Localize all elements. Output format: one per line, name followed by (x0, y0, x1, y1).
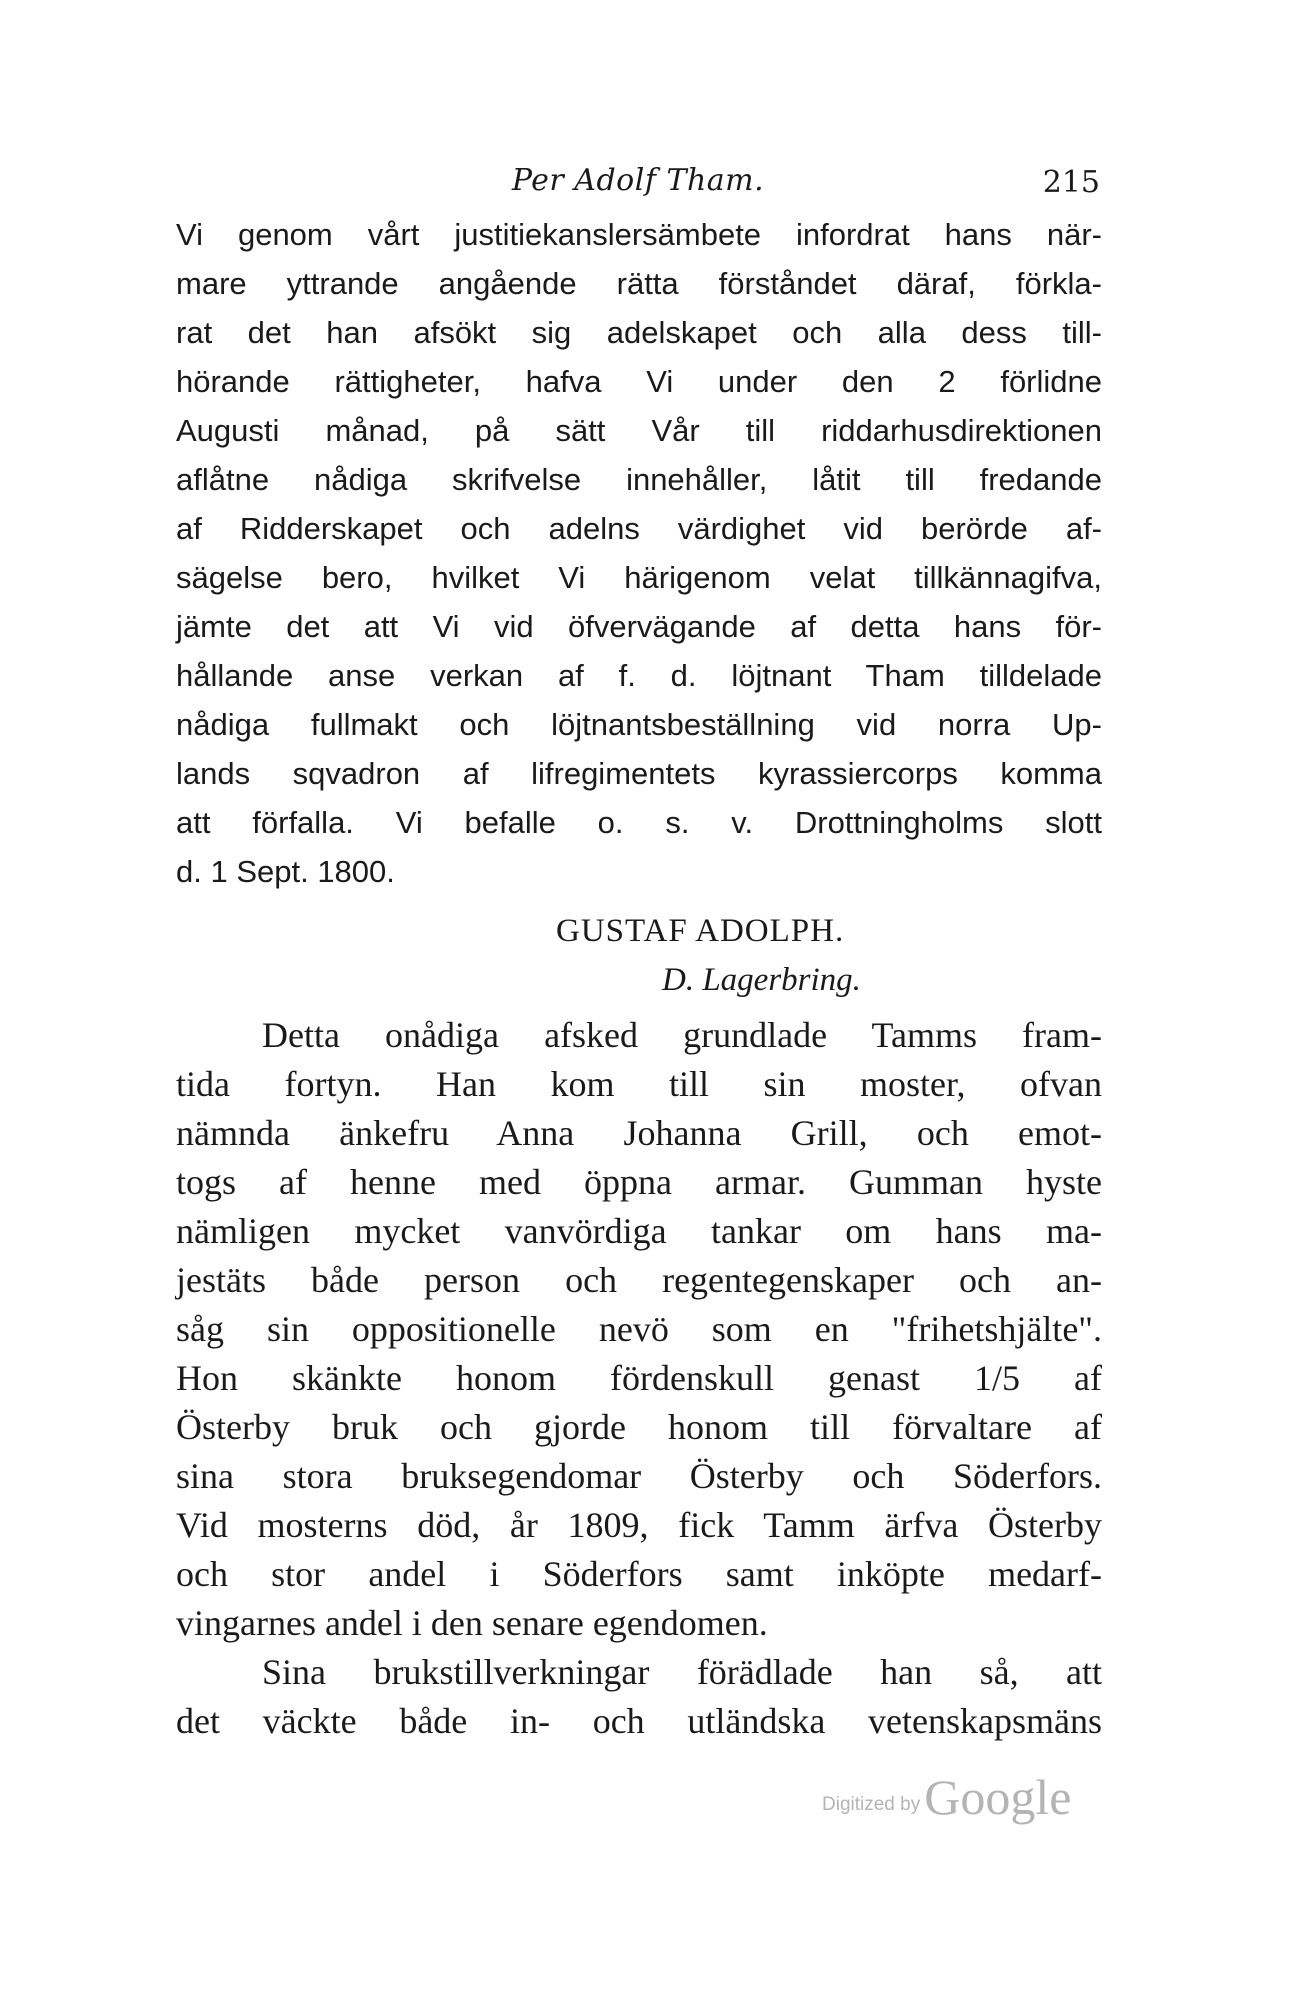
letter-line: mare yttrande angående rätta förståndet däraf, förkla- (176, 266, 1102, 301)
paragraph-line: det väckte både in- och utländska vetenskapsmäns (176, 1701, 1102, 1741)
letter-line: nådiga fullmakt och löjtnantsbeställning vid norra Up- (176, 707, 1102, 742)
paragraph-line: sina stora bruksegendomar Österby och Söderfors. (176, 1456, 1102, 1496)
watermark-prefix: Digitized by (822, 1794, 921, 1815)
paragraph-line: Hon skänkte honom fördenskull genast 1/5 af (176, 1358, 1102, 1398)
letter-line: rat det han afsökt sig adelskapet och alla dess till- (176, 315, 1102, 350)
paragraph-line: såg sin oppositionelle nevö som en "frihetshjälte". (176, 1309, 1102, 1349)
paragraph-line: Vid mosterns död, år 1809, fick Tamm ärfva Österby (176, 1505, 1102, 1545)
letter-line: af Ridderskapet och adelns värdighet vid berörde af- (176, 511, 1102, 546)
paragraph-line: och stor andel i Söderfors samt inköpte medarf- (176, 1554, 1102, 1594)
paragraph-line: nämnda änkefru Anna Johanna Grill, och emot- (176, 1113, 1102, 1153)
paragraph-line: Detta onådiga afsked grundlade Tamms fram- (262, 1015, 1102, 1055)
signature-name: GUSTAF ADOLPH. (556, 913, 845, 949)
letter-line: att förfalla. Vi befalle o. s. v. Drottningholms slott (176, 805, 1102, 840)
letter-line: sägelse bero, hvilket Vi härigenom velat tillkännagifva, (176, 560, 1102, 595)
paragraph-line: vingarnes andel i den senare egendomen. (176, 1603, 768, 1643)
digitized-by-watermark (822, 1768, 1071, 1826)
paragraph-line: Sina brukstillverkningar förädlade han så, att (262, 1652, 1102, 1692)
page-header (176, 163, 1100, 213)
letter-line: Augusti månad, på sätt Vår till riddarhusdirektionen (176, 413, 1102, 448)
letter-line: hörande rättigheter, hafva Vi under den 2 förlidne (176, 364, 1102, 399)
letter-line: aflåtne nådiga skrifvelse innehåller, låtit till fredande (176, 462, 1102, 497)
paragraph-line: Österby bruk och gjorde honom till förvaltare af (176, 1407, 1102, 1447)
letter-line: d. 1 Sept. 1800. (176, 854, 395, 889)
page-number: 215 (1042, 165, 1100, 200)
countersignature: D. Lagerbring. (662, 962, 861, 998)
royal-letter (176, 210, 1102, 896)
paragraph-line: jestäts både person och regentegenskaper och an- (176, 1260, 1102, 1300)
letter-line: jämte det att Vi vid öfvervägande af detta hans för- (176, 609, 1102, 644)
letter-line: Vi genom vårt justitiekanslersämbete infordrat hans när- (176, 217, 1102, 252)
running-title: Per Adolf Tham. (511, 163, 765, 198)
letter-line: hållande anse verkan af f. d. löjtnant Tham tilldelade (176, 658, 1102, 693)
paragraph-line: togs af henne med öppna armar. Gumman hyste (176, 1162, 1102, 1202)
letter-line: lands sqvadron af lifregimentets kyrassiercorps komma (176, 756, 1102, 791)
google-logo: Google (924, 1769, 1072, 1825)
paragraph-line: nämligen mycket vanvördiga tankar om hans ma- (176, 1211, 1102, 1251)
paragraph-line: tida fortyn. Han kom till sin moster, ofvan (176, 1064, 1102, 1104)
narrative-text (176, 1011, 1102, 1746)
